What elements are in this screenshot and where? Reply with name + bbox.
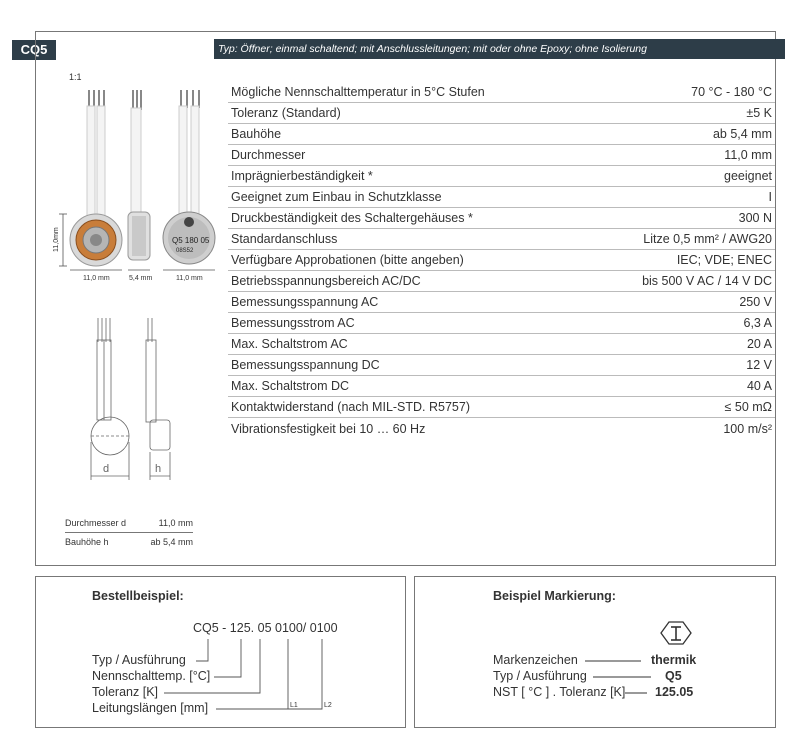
spec-label: Standardanschluss	[231, 232, 338, 246]
spec-row	[228, 250, 775, 271]
spec-value: ab 5,4 mm	[712, 127, 772, 141]
product-photo	[55, 80, 225, 290]
spec-row	[228, 313, 775, 334]
spec-value: Litze 0,5 mm² / AWG20	[643, 232, 772, 246]
marking-example-box	[414, 576, 776, 728]
spec-row	[228, 187, 775, 208]
spec-label: Bemessungsspannung DC	[231, 358, 380, 372]
spec-value: 300 N	[738, 211, 772, 225]
dimensions-table	[65, 514, 193, 551]
spec-row	[228, 334, 775, 355]
spec-row	[228, 103, 775, 124]
order-label-tolerance: Toleranz [K]	[92, 685, 159, 699]
spec-value: 70 °C - 180 °C	[691, 85, 772, 99]
spec-label: Imprägnierbeständigkeit *	[231, 169, 373, 183]
spec-row	[228, 418, 775, 439]
spec-row	[228, 271, 775, 292]
order-label-type: Typ / Ausführung	[92, 653, 186, 667]
marking-value-nst: 125.05	[655, 685, 694, 699]
order-connector-lines	[36, 577, 405, 727]
product-badge: CQ5	[12, 40, 56, 60]
order-label-length: Leitungslängen [mm]	[92, 701, 209, 715]
marking-value-brand: thermik	[651, 653, 697, 667]
spec-row	[228, 208, 775, 229]
spec-label: Durchmesser	[231, 148, 306, 162]
spec-row	[228, 229, 775, 250]
spec-value: ≤ 50 mΩ	[724, 400, 772, 414]
photo-height-label: 11,0mm	[53, 227, 60, 252]
spec-value: 6,3 A	[743, 316, 772, 330]
specifications-table	[228, 82, 775, 439]
sensor-front-view	[70, 90, 122, 266]
spec-label: Max. Schaltstrom AC	[231, 337, 348, 351]
order-code: CQ5 - 125. 05 0100/ 0100	[193, 621, 338, 635]
spec-value: IEC; VDE; ENEC	[676, 253, 772, 267]
spec-label: Betriebsspannungsbereich AC/DC	[231, 274, 421, 288]
spec-value: 250 V	[739, 295, 772, 309]
spec-value: 100 m/s²	[723, 421, 772, 436]
marking-label-brand: Markenzeichen	[493, 653, 578, 667]
part-text-1: Q5 180 05	[172, 236, 210, 245]
spec-row	[228, 82, 775, 103]
spec-value: 40 A	[746, 379, 772, 393]
spec-label: Kontaktwiderstand (nach MIL-STD. R5757)	[231, 400, 470, 414]
technical-drawing	[80, 312, 200, 487]
part-text-2: 08S52	[176, 248, 194, 254]
order-l1: L1	[290, 702, 298, 709]
spec-label: Bauhöhe	[231, 127, 282, 141]
spec-value: 11,0 mm	[724, 148, 772, 162]
spec-value: 12 V	[746, 358, 772, 372]
spec-value: I	[768, 190, 772, 204]
spec-label: Druckbeständigkeit des Schaltergehäuses *	[231, 211, 473, 225]
spec-row	[228, 166, 775, 187]
spec-label: Verfügbare Approbationen (bitte angeben)	[231, 253, 464, 267]
sensor-back-view	[163, 90, 215, 264]
spec-value: geeignet	[724, 169, 772, 183]
spec-label: Bemessungsspannung AC	[231, 295, 379, 309]
spec-row	[228, 292, 775, 313]
spec-value: 20 A	[746, 337, 772, 351]
spec-row	[228, 397, 775, 418]
spec-row	[228, 355, 775, 376]
photo-width-3: 11,0 mm	[176, 275, 203, 282]
spec-row	[228, 376, 775, 397]
spec-label: Vibrationsfestigkeit bei 10 … 60 Hz	[231, 421, 426, 436]
spec-label: Toleranz (Standard)	[231, 106, 341, 120]
thermik-logo-icon	[184, 217, 194, 227]
spec-label: Geeignet zum Einbau in Schutzklasse	[231, 190, 442, 204]
order-title: Bestellbeispiel:	[92, 589, 184, 603]
spec-label: Mögliche Nennschalttemperatur in 5°C Stufen	[231, 85, 485, 99]
photo-width-1: 11,0 mm	[83, 275, 110, 282]
order-example-box	[35, 576, 406, 728]
type-header-bar: Typ: Öffner; einmal schaltend; mit Anschlussleitungen; mit oder ohne Epoxy; ohne Isolierung	[214, 39, 785, 59]
dimension-row-height: Bauhöhe h ab 5,4 mm	[65, 537, 193, 547]
spec-row	[228, 145, 775, 166]
photo-width-2: 5,4 mm	[129, 275, 153, 282]
spec-label: Max. Schaltstrom DC	[231, 379, 350, 393]
sensor-side-view	[128, 90, 150, 260]
spec-value: bis 500 V AC / 14 V DC	[642, 274, 772, 288]
order-l2: L2	[324, 702, 332, 709]
spec-value: ±5 K	[746, 106, 772, 120]
scale-label: 1:1	[69, 72, 82, 82]
spec-row	[228, 124, 775, 145]
dimension-row-diameter: Durchmesser d 11,0 mm	[65, 514, 193, 533]
marking-value-type: Q5	[665, 669, 682, 683]
marking-connector-lines	[415, 577, 775, 727]
drawing-d-label: d	[103, 463, 110, 475]
marking-label-nst: NST [ °C ] . Toleranz [K]	[493, 685, 626, 699]
marking-title: Beispiel Markierung:	[493, 589, 616, 603]
drawing-h-label: h	[155, 463, 162, 475]
marking-label-type: Typ / Ausführung	[493, 669, 587, 683]
spec-label: Bemessungsstrom AC	[231, 316, 355, 330]
order-label-temp: Nennschalttemp. [°C]	[92, 669, 211, 683]
